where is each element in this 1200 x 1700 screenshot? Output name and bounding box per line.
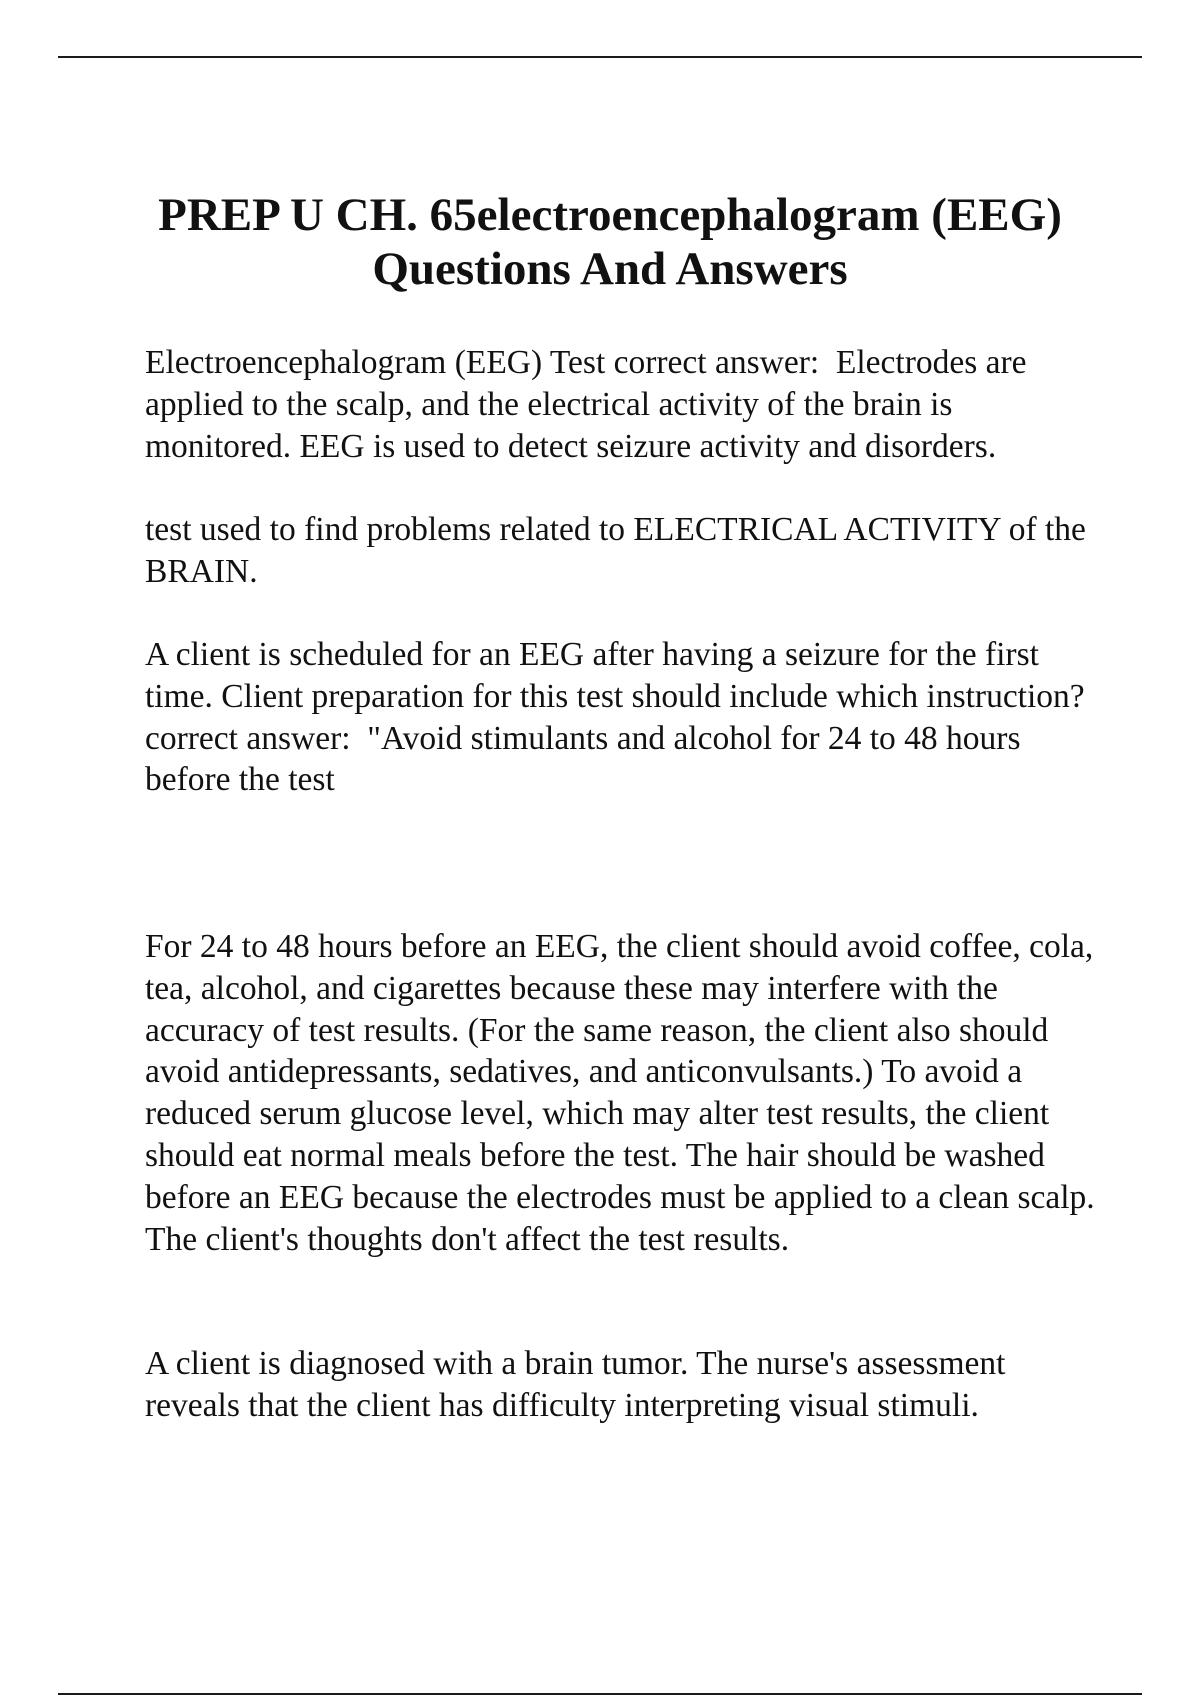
paragraph-rationale: For 24 to 48 hours before an EEG, the client should avoid coffee, cola, tea, alcohol, and cigarettes because these may interfere with the accuracy of test results. (For the same reason, the client also should avoid antidepressants, sedatives, and anticonvulsants.) To avoid a reduced serum glucose level, which may alter test results, the client should eat normal meals before the test. The hair should be washed before an EEG because the electrodes must be applied to a clean scalp. The client's thoughts don't affect the test results. [145,928,1103,1258]
paragraph-eeg-purpose: test used to find problems related to ELECTRICAL ACTIVITY of the BRAIN. [145,511,1095,590]
top-rule [58,56,1142,58]
title-line-2: Questions And Answers [372,243,848,295]
page-title [130,188,1090,296]
paragraph-eeg-definition: Electroencephalogram (EEG) Test correct answer: Electrodes are applied to the scalp, and the electrical activity of the brain is monitored. EEG is used to detect seizure activity and disorders. [145,344,1035,465]
paragraph-question-eeg-preparation: A client is scheduled for an EEG after having a seizure for the first time. Client preparation for this test should include which instruction? correct answer: "Avoid stimulants and alcohol for 24 to 48 hours before the test [145,636,1094,799]
paragraph-question-brain-tumor: A client is diagnosed with a brain tumor. The nurse's assessment reveals that the client has difficulty interpreting visual stimuli. [145,1345,1014,1424]
title-line-1: PREP U CH. 65electroencephalogram (EEG) [158,189,1062,241]
bottom-rule [58,1693,1142,1695]
